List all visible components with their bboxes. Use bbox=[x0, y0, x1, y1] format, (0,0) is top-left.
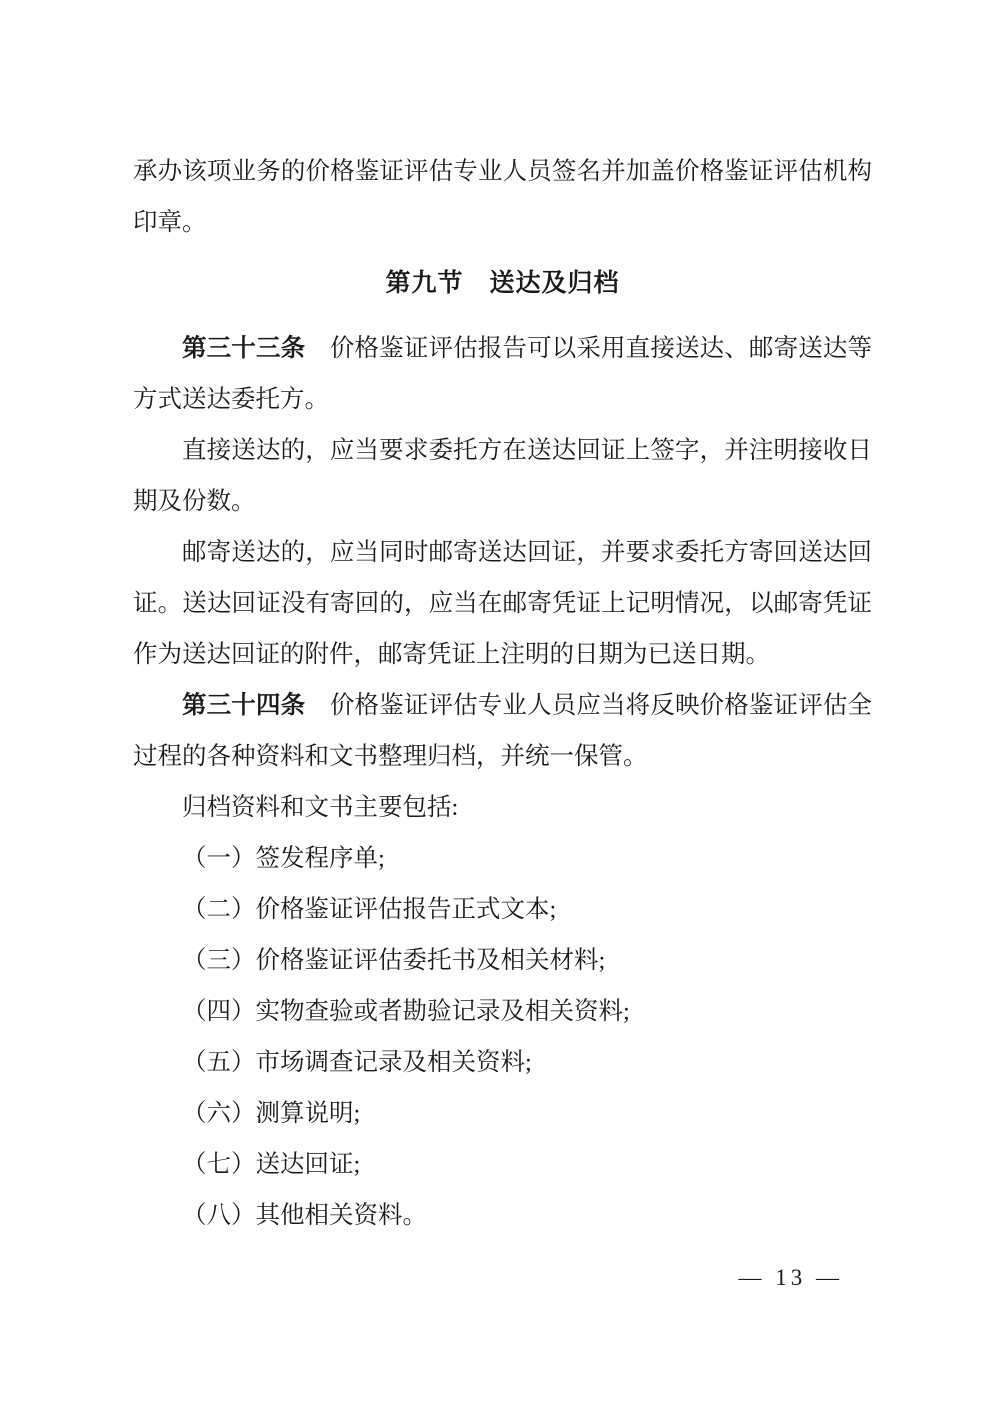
archive-item-8: （八）其他相关资料。 bbox=[182, 1202, 427, 1229]
article-33-paragraph bbox=[133, 323, 872, 425]
paragraph-direct-delivery: 直接送达的，应当要求委托方在送达回证上签字，并注明接收日期及份数。 bbox=[133, 437, 872, 515]
page-footer bbox=[739, 1264, 844, 1292]
article-34-paragraph bbox=[133, 680, 872, 782]
archive-item-3: （三）价格鉴证评估委托书及相关材料; bbox=[182, 947, 606, 974]
archive-item-7: （七）送达回证; bbox=[182, 1151, 361, 1178]
section-heading: 第九节 送达及归档 bbox=[385, 270, 620, 297]
paragraph-continuation: 承办该项业务的价格鉴证评估专业人员签名并加盖价格鉴证评估机构印章。 bbox=[133, 158, 872, 236]
article-33-number: 第三十三条 bbox=[182, 335, 306, 362]
paragraph-archive-intro: 归档资料和文书主要包括: bbox=[182, 794, 459, 821]
document-content bbox=[133, 146, 872, 1241]
archive-item-4: （四）实物查验或者勘验记录及相关资料; bbox=[182, 998, 630, 1025]
archive-item-6: （六）测算说明; bbox=[182, 1100, 361, 1127]
article-33-text: 价格鉴证评估报告可以采用直接送达、邮寄送达等方式送达委托方。 bbox=[133, 335, 873, 413]
page-number: — 13 — bbox=[738, 1265, 843, 1290]
paragraph-mail-delivery: 邮寄送达的，应当同时邮寄送达回证，并要求委托方寄回送达回证。送达回证没有寄回的，应当在邮寄凭证上记明情况，以邮寄凭证作为送达回证的附件，邮寄凭证上注明的日期为已送日期。 bbox=[133, 539, 872, 668]
article-34-number: 第三十四条 bbox=[182, 692, 306, 719]
archive-item-1: （一）签发程序单; bbox=[182, 845, 385, 872]
archive-item-2: （二）价格鉴证评估报告正式文本; bbox=[182, 896, 557, 923]
archive-item-5: （五）市场调查记录及相关资料; bbox=[182, 1049, 532, 1076]
article-34-text: 价格鉴证评估专业人员应当将反映价格鉴证评估全过程的各种资料和文书整理归档，并统一保管。 bbox=[133, 692, 873, 770]
